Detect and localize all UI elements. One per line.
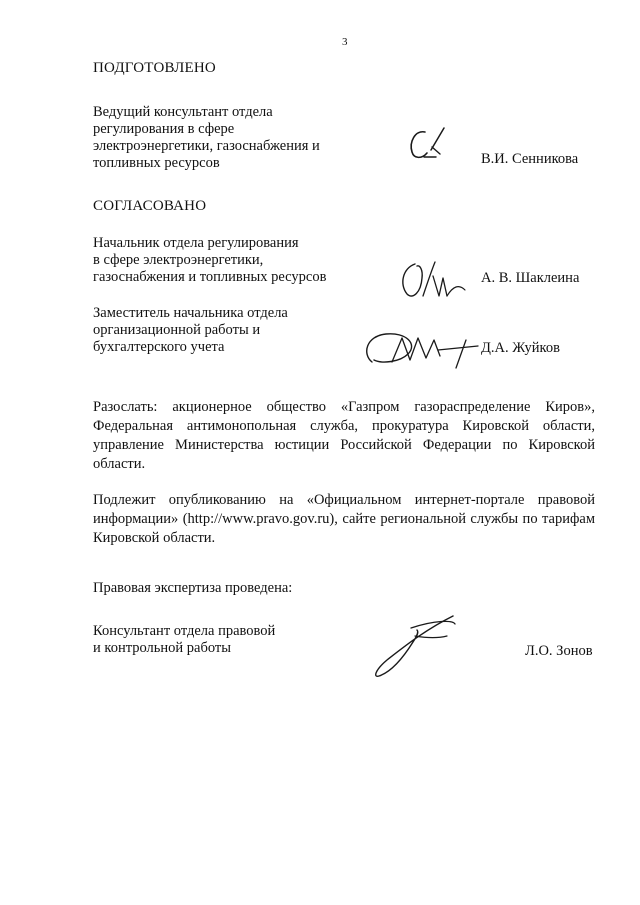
position-line: Заместитель начальника отдела (93, 305, 288, 321)
position-line: Ведущий консультант отдела (93, 104, 273, 120)
prepared-name: В.И. Сенникова (481, 151, 579, 167)
agreed-signer-1-name: А. В. Шаклеина (481, 270, 580, 286)
agreed-heading: СОГЛАСОВАНО (93, 198, 207, 214)
position-line: регулирования в сфере (93, 121, 235, 137)
position-line: газоснабжения и топливных ресурсов (93, 269, 327, 285)
signature-shakleina (395, 256, 475, 304)
position-line: топливных ресурсов (93, 155, 220, 171)
position-line: Начальник отдела регулирования (93, 235, 299, 251)
legal-review-heading: Правовая экспертиза проведена: (93, 580, 293, 596)
signature-zonov (365, 612, 465, 680)
agreed-signer-2-name: Д.А. Жуйков (481, 340, 560, 356)
signature-zhuikov (352, 326, 492, 370)
publication-paragraph: Подлежит опубликованию на «Официальном интернет-портале правовой информации» (http://www.pravo.gov.ru), сайте региональной службы по тарифам Кировской области. (93, 492, 595, 546)
position-line: организационной работы и (93, 322, 261, 338)
position-line: в сфере электроэнергетики, (93, 252, 264, 268)
legal-review-name: Л.О. Зонов (525, 643, 593, 659)
signature-senikova (405, 126, 455, 164)
page-number: 3 (342, 36, 348, 48)
position-line: Консультант отдела правовой (93, 623, 276, 639)
position-line: и контрольной работы (93, 640, 231, 656)
prepared-heading: ПОДГОТОВЛЕНО (93, 60, 216, 76)
position-line: бухгалтерского учета (93, 339, 225, 355)
distribution-paragraph: Разослать: акционерное общество «Газпром газораспределение Киров», Федеральная антимонопольная служба, прокуратура Кировской области, управление Министерства юстиции Российской Федерации по Кировской области. (93, 399, 595, 472)
position-line: электроэнергетики, газоснабжения и (93, 138, 320, 154)
